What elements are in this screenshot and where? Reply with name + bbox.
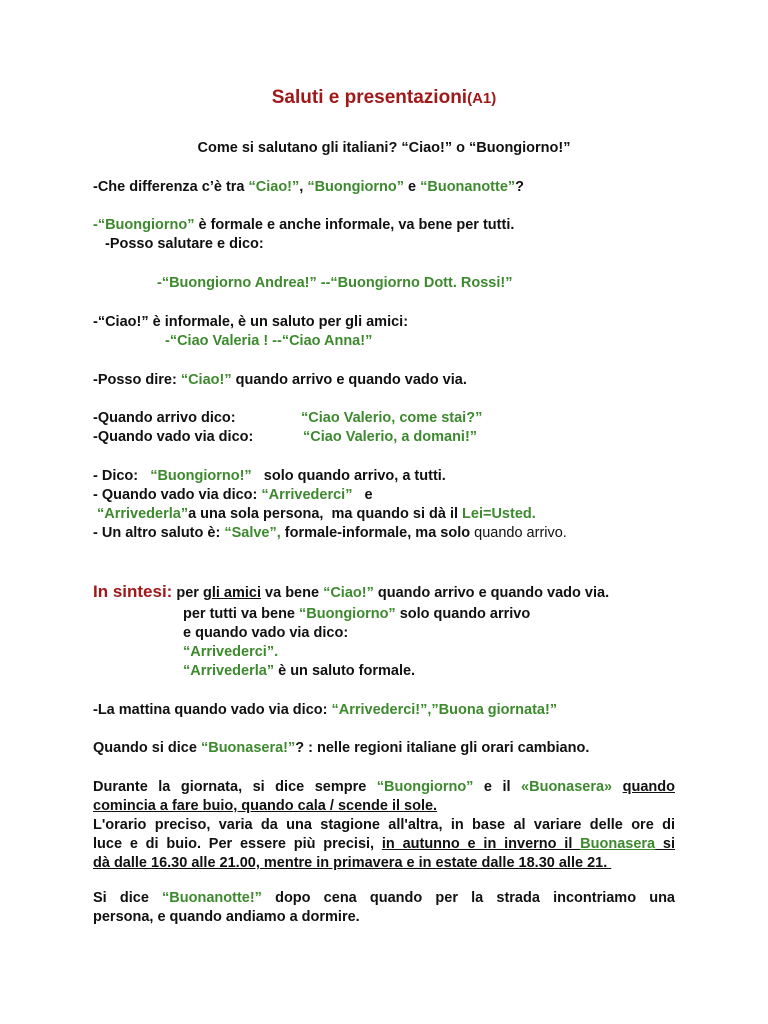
- sintesi-l1-b: gli amici: [202, 585, 262, 601]
- sintesi-l1-e: quando arrivo e quando vado via.: [373, 585, 610, 601]
- question-difference: [93, 178, 524, 196]
- notte-c: dopo cena quando per la strada incontriamo una: [275, 890, 675, 906]
- buongiorno-line: [93, 216, 514, 234]
- vado-a: -Quando vado via dico:: [93, 429, 254, 445]
- durante-a: Durante la giornata, si dice sempre: [93, 779, 377, 795]
- orario-line-3: dà dalle 16.30 alle 21.00, mentre in primavera e in estate dalle 18.30 alle 21.: [93, 855, 612, 871]
- sintesi-line-2: [183, 605, 530, 623]
- orario-l2c: Buonasera: [580, 836, 656, 852]
- salve-b: “Salve”,: [224, 525, 281, 541]
- title-main: Saluti e presentazioni: [271, 87, 468, 108]
- dico-line: [93, 467, 446, 485]
- sintesi-l1-a: per: [172, 585, 203, 601]
- sintesi-line-5: [183, 662, 415, 680]
- posso-dire: [93, 371, 467, 389]
- sintesi-l5-a: “Arrivederla”: [183, 663, 275, 679]
- sintesi-l2-c: solo quando arrivo: [395, 606, 531, 622]
- sintesi-label: In sintesi:: [93, 582, 173, 601]
- sintesi-l2-a: per tutti va bene: [183, 606, 300, 622]
- arrivo-b: “Ciao Valerio, come stai?”: [301, 410, 483, 426]
- notte-line-1: [93, 889, 675, 907]
- arrivederla-c: Lei=Usted.: [462, 506, 536, 522]
- title-level: (A1): [467, 90, 497, 107]
- salve-a: - Un altro saluto è:: [93, 525, 225, 541]
- dico-b: “Buongiorno!”: [150, 468, 252, 484]
- quando-arrivo: [93, 409, 236, 427]
- orario-line-2: [93, 835, 675, 853]
- arrivo-a: -Quando arrivo dico:: [93, 410, 236, 426]
- notte-a: Si dice: [93, 890, 163, 906]
- mattina-line: [93, 701, 557, 719]
- buonasera-question: [93, 739, 589, 757]
- posso-a: -Posso dire:: [93, 372, 181, 388]
- sintesi-l5-b: è un saluto formale.: [274, 663, 416, 679]
- q1-c: ,: [299, 179, 308, 195]
- ciao-line: -“Ciao!” è informale, è un saluto per gli amici:: [93, 314, 409, 330]
- dico-c: solo quando arrivo, a tutti.: [251, 468, 446, 484]
- bq-c: ? : nelle regioni italiane gli orari cambiano.: [295, 740, 590, 756]
- sintesi-line-4: “Arrivederci”.: [183, 644, 279, 660]
- salve-c: formale-informale, ma solo: [280, 525, 475, 541]
- bq-b: “Buonasera!”: [200, 740, 296, 756]
- notte-b: “Buonanotte!”: [162, 890, 262, 906]
- bg1-a: -“Buongiorno”: [93, 217, 195, 233]
- page-title: [0, 87, 768, 109]
- orario-l2b: in autunno e in inverno il: [381, 836, 581, 852]
- mattina-a: -La mattina quando vado via dico:: [93, 702, 332, 718]
- durante-line-1: [93, 778, 675, 796]
- vado-b: “Ciao Valerio, a domani!”: [303, 429, 478, 445]
- salve-line: [93, 524, 567, 542]
- ciao-examples: -“Ciao Valeria ! --“Ciao Anna!”: [165, 333, 373, 349]
- notte-line-2: persona, e quando andiamo a dormire.: [93, 909, 360, 925]
- arrivederla-a: “Arrivederla”: [97, 506, 189, 522]
- bq-a: Quando si dice: [93, 740, 201, 756]
- durante-e: quando: [622, 779, 675, 795]
- q1-e: e: [403, 179, 421, 195]
- durante-d: «Buonasera»: [521, 779, 613, 795]
- sintesi-line-1: [93, 583, 609, 602]
- q1-a: -Che differenza c’è tra: [93, 179, 249, 195]
- sintesi-line-3: e quando vado via dico:: [183, 625, 349, 641]
- durante-line-2: comincia a fare buio, quando cala / scende il sole.: [93, 798, 438, 814]
- arrivederla-b: a una sola persona, ma quando si dà il: [188, 506, 463, 522]
- q1-g: ?: [515, 179, 525, 195]
- vado2-c: e: [352, 487, 373, 503]
- q1-f: “Buonanotte”: [420, 179, 516, 195]
- salve-d: quando arrivo.: [474, 525, 567, 541]
- orario-line-1: L'orario preciso, varia da una stagione all'altra, in base al variare delle ore di: [93, 817, 675, 833]
- posso-c: quando arrivo e quando vado via.: [231, 372, 467, 388]
- q1-d: “Buongiorno”: [307, 179, 404, 195]
- arrivederla-line: [97, 505, 536, 523]
- buongiorno-examples: -“Buongiorno Andrea!” --“Buongiorno Dott. Rossi!”: [157, 275, 513, 291]
- sintesi-l1-d: “Ciao!”: [323, 585, 374, 601]
- durante-c: e il: [473, 779, 522, 795]
- durante-b: “Buongiorno”: [376, 779, 474, 795]
- orario-l2d: si: [655, 836, 676, 852]
- subtitle: Come si salutano gli italiani? “Ciao!” o “Buongiorno!”: [197, 140, 571, 156]
- vado2-a: - Quando vado via dico:: [93, 487, 262, 503]
- bg1-b: è formale e anche informale, va bene per tutti.: [194, 217, 515, 233]
- sintesi-l2-b: “Buongiorno”: [299, 606, 396, 622]
- posso-salutare: -Posso salutare e dico:: [105, 236, 264, 252]
- posso-b: “Ciao!”: [180, 372, 232, 388]
- dico-a: - Dico:: [93, 468, 151, 484]
- q1-b: “Ciao!”: [248, 179, 300, 195]
- sintesi-l1-c: va bene: [261, 585, 324, 601]
- orario-l2a: luce e di buio. Per essere più precisi,: [93, 836, 382, 852]
- quando-vado: [93, 428, 253, 446]
- vado-via-line: [93, 486, 373, 504]
- mattina-b: “Arrivederci!”,”Buona giornata!”: [331, 702, 558, 718]
- vado2-b: “Arrivederci”: [261, 487, 353, 503]
